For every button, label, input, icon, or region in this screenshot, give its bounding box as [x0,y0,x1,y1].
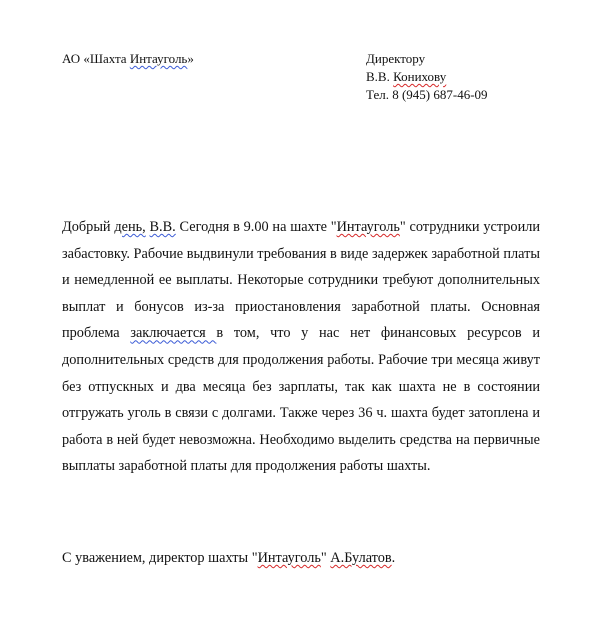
body-segment: в том, что у нас нет финансовых ресурсов и дополнительных средств для продолжения работы. Рабочие три месяца живут без отпускных и два месяца без зарплаты, так как шахта не в состоянии отгружать уголь в связи с долгами. Также через 36 ч. шахта будет затоплена и работа в ней будет невозможна. Необходимо выделить средства на первичные выплаты заработной платы для продолжения работы шахты. [62,325,540,475]
recipient-initials: В.В. [366,69,394,84]
recipient-block [366,50,488,104]
signature-suffix: . [391,550,396,566]
signature-company: Интауголь [257,550,321,566]
sender-organization [62,50,194,68]
body-greeting-word: день, [114,219,146,235]
signature-prefix: С уважением, директор шахты " [62,550,258,566]
sender-org-prefix: АО «Шахта [62,51,130,66]
sender-org-name: Интауголь [129,51,188,66]
letter-body [62,214,540,480]
sender-org-suffix: » [187,51,194,66]
recipient-title: Директору [366,51,426,66]
signature-line [62,548,395,568]
body-segment: Сегодня в 9.00 на шахте " [175,219,337,235]
body-flagged-word: заключается [130,325,217,342]
body-segment: " сотрудники устроили забастовку. Рабочие выдвинули требования в виде задержек заработной платы и немедленной ее выплаты. Некоторые сотрудники требуют дополнительных выплат и бонусов из-за приостановления заработной платы. Основная проблема [62,219,541,342]
recipient-surname: Конихову [393,69,447,84]
body-company-name: Интауголь [336,219,400,235]
recipient-name [366,68,488,86]
recipient-phone: Тел. 8 (945) 687-46-09 [366,87,488,102]
signature-middle: " [320,550,331,566]
body-addressee-initials: В.В. [149,219,176,235]
signature-signer: А.Булатов [330,550,392,566]
body-segment: Добрый [62,219,115,235]
